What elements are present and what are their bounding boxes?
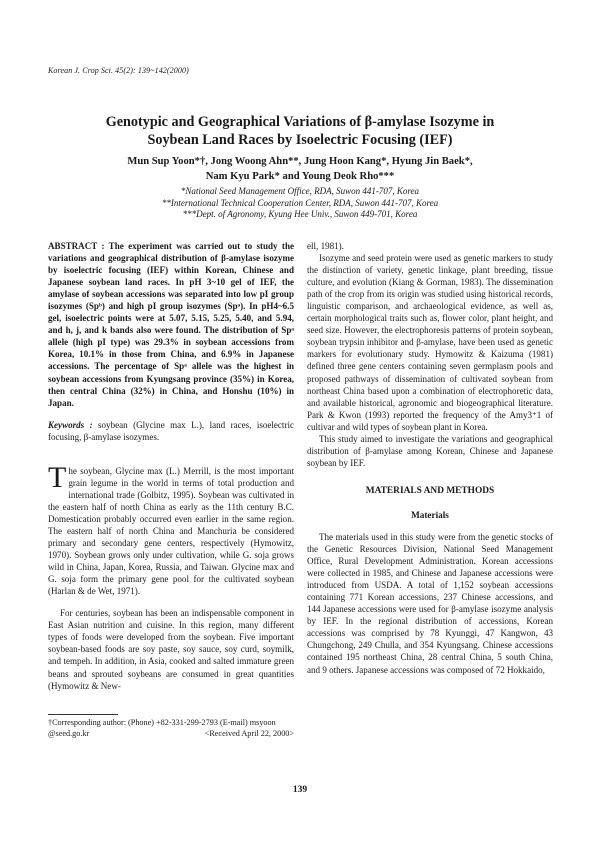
affiliations	[40, 186, 560, 221]
keywords-label: Keywords :	[48, 419, 93, 430]
abstract-label: ABSTRACT :	[48, 241, 105, 251]
received-date: <Received April 22, 2000>	[204, 729, 294, 738]
authors-line-1: Mun Sup Yoon*†, Jong Woong Ahn**, Jung Hoon Kang*, Hyung Jin Baek*,	[127, 156, 473, 167]
page-number: 139	[292, 785, 308, 795]
title-line-1: Genotypic and Geographical Variations of β-amylase Isozyme in	[105, 114, 495, 130]
body-paragraph-isozyme: Isozyme and seed protein were used as genetic markers to study the distinction of variety, genetic linkage, plant breeding, tissue culture, and evolution (Kiang & Gorman, 1983). The dissemination path of the crop from its origin was studied using historical records, linguistic comparison, and archaeological evidence, as well as, certain morphological traits such as, flower color, plant height, and seed size. However, the electrophoresis patterns of protein soybean, soybean trypsin inhibitor and β-amylase, have been used as genetic markers for evolutionary study. Hymowitz & Kaizuma (1981) defined three gene centers containing seven germplasm pools and proposed pathways of dissemination of cultivated soybean from northeast China based upon a combination of electrophoretic data, and available historical, agronomic and biogeographical literature. Park & Kwon (1993) reported the frequency of the Amy3⁺1 of cultivar and wild types of soybean plant in Korea.	[307, 253, 553, 432]
footnote-email: @seed.go.kr	[48, 729, 90, 738]
affiliation-3: ***Dept. of Agronomy, Kyung Hee Univ., Suwon 449-701, Korea	[182, 209, 418, 220]
abstract-text: The experiment was carried out to study the variations and geographical distribution of β-amylase isozyme by isoelectric focusing (IEF) within Korean, Chinese and Japanese soybean land races. In pH 3~10 gel of IEF, the amylase of soybean accessions was separated into low pI group isozymes (Spᵇ) and high pI group isozymes (Spᵃ). In pH4~6.5 gel, isoelectric points were at 5.07, 5.15, 5.25, 5.40, and 5.94, and h, j, and k bands also were found. The distribution of Spᵃ allele (high pI type) was 29.3% in soybean accessions from Korea, 10.1% in those from China, and 6.9% in Japanese accessions. The percentage of Spᵃ allele was the highest in soybean accessions from Kyungsang province (35%) in Korea, then central China (32%) in China, and Honshu (10%) in Japan.	[48, 241, 294, 408]
footnote	[48, 717, 294, 739]
title-line-2: Soybean Land Races by Isoelectric Focusing (IEF)	[147, 132, 453, 148]
affiliation-2: **International Technical Cooperation Center, RDA, Suwon 441-707, Korea	[161, 197, 439, 208]
footnote-line-2	[48, 728, 294, 739]
intro-paragraph-1-text: he soybean, Glycine max (L.) Merrill, is the most important grain legume in the world in terms of total production and international trade (Golbitz, 1995). Soybean was cultivated in the eastern half of north China as early as the 11th century B.C. Domestication probably occurred even earlier in the same region. The eastern half of north China and Manchuria be considered primary and secondary gene centers, respectively (Hymowitz, 1970). Soybean grows only under cultivation, while G. soja grows wild in China, Japan, Korea, Russia, and Taiwan. Glycine max and G. soja form the primary gene pool for the cultivated soybean (Harlan & de Wet, 1971).	[48, 465, 294, 597]
left-column	[48, 240, 294, 692]
author-list	[40, 154, 560, 184]
authors-line-2: Nam Kyu Park* and Young Deok Rho***	[205, 171, 395, 182]
section-heading: MATERIALS AND METHODS	[365, 485, 495, 496]
abstract	[48, 240, 294, 409]
body-paragraph-materials: The materials used in this study were from the genetic stocks of the Genetic Resources Division, National Seed Management Office, Rural Development Administration. Korean accessions were collected in 1985, and Chinese and Japanese accessions were introduced from USDA. A total of 1,152 soybean accessions containing 771 Korean accessions, 237 Chinese accessions, and 144 Japanese accessions were used for β-amylase isozyme analysis by IEF. In the regional distribution of accessions, Korean accessions was comprised by 78 Kyunggi, 47 Kangwon, 43 Chungchong, 249 Chulla, and 354 Kyungsang. Chinese accessions contained 195 northeast China, 28 central China, 5 south China, and 9 others. Japanese accessions was composed of 72 Hokkaido,	[307, 531, 553, 675]
intro-paragraph-2: For centuries, soybean has been an indispensable component in East Asian nutrition and cuisine. In this region, many different types of foods were developed from the soybean. Five important soybean-based foods are soy paste, soy sauce, soy curd, soymilk, and tempeh. In addition, in Asia, cooked and salted immature green beans and sprouted soybeans are consumed in great quantities (Hymowitz & New-	[48, 608, 294, 691]
affiliation-1: *National Seed Management Office, RDA, Suwon 441-707, Korea	[180, 186, 420, 196]
keywords	[48, 419, 294, 443]
continued-paragraph: ell, 1981).	[307, 241, 344, 251]
keywords-text: soybean (Glycine max L.), land races, isoelectric focusing, β-amylase isozymes.	[48, 419, 294, 442]
subsection-heading: Materials	[411, 509, 449, 520]
body-paragraph-aim: This study aimed to investigate the variations and geographical distribution of β-amylase among Korean, Chinese and Japanese soybean by IEF.	[307, 433, 553, 468]
drop-cap: T	[48, 460, 67, 494]
footnote-divider	[48, 714, 118, 715]
right-column	[307, 240, 553, 676]
journal-citation: Korean J. Crop Sci. 45(2): 139~142(2000)	[48, 66, 189, 75]
footnote-line-1: †Corresponding author: (Phone) +82-331-299-2793 (E-mail) msyoon	[48, 718, 276, 727]
intro-paragraph-1	[48, 460, 294, 598]
paper-title	[40, 113, 560, 149]
